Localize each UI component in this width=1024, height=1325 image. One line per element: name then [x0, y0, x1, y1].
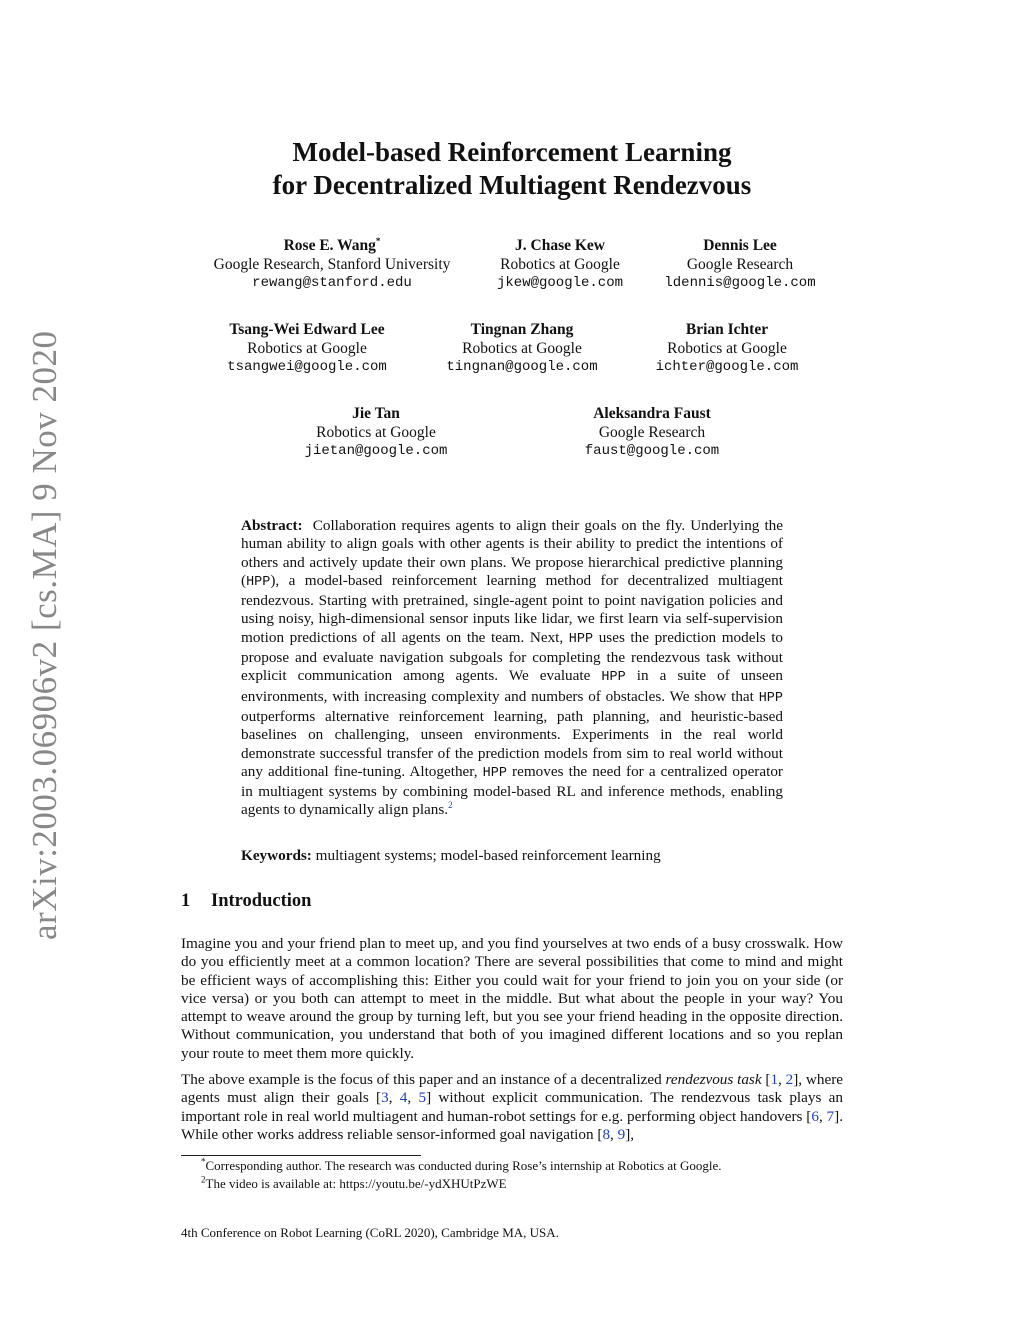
abstract-label: Abstract: — [241, 517, 303, 534]
footnote-divider — [181, 1155, 421, 1156]
paper-title — [180, 136, 844, 202]
hpp-acronym: HPP — [568, 631, 594, 647]
author-email[interactable]: ichter@google.com — [655, 359, 799, 375]
author-name: Tsang-Wei Edward Lee — [229, 321, 385, 338]
author-name: J. Chase Kew — [515, 237, 605, 254]
author-affiliation: Google Research — [598, 423, 706, 441]
author-block — [474, 237, 646, 293]
paragraph-text: ] without explicit communication. The rendezvous task plays an important role in real world multiagent and human-robot settings for e.g. performing object handovers [ — [181, 1089, 844, 1125]
footnote-text: Corresponding author. The research was conducted during Rose’s internship at Robotics at Google. — [205, 1158, 722, 1173]
section-title: Introduction — [211, 891, 312, 911]
author-block — [296, 405, 456, 461]
citation-link[interactable]: 7 — [826, 1107, 835, 1125]
section-heading — [181, 891, 311, 912]
citation-link[interactable]: 2 — [785, 1071, 794, 1088]
paragraph-text: ]. While other works address reliable sensor-informed goal navigation [ — [181, 1107, 843, 1143]
citation-link[interactable]: 5 — [418, 1089, 427, 1107]
author-block — [566, 405, 738, 461]
author-email[interactable]: ldennis@google.com — [664, 275, 816, 291]
author-block — [431, 321, 613, 377]
section-number: 1 — [181, 891, 191, 911]
author-affiliation: Google Research — [686, 255, 794, 273]
citation-link[interactable]: 8 — [602, 1125, 611, 1143]
author-block — [650, 237, 830, 293]
citation-link[interactable]: 4 — [399, 1089, 408, 1107]
paragraph-text: The above example is the focus of this paper and an instance of a decentralized — [181, 1071, 666, 1088]
author-name: Aleksandra Faust — [593, 405, 711, 422]
hpp-acronym: HPP — [482, 765, 507, 781]
abstract-text: ), a model-based reinforcement learning method for decentralized multiagent rendezvous. Starting with pretrained, single-agent point to point navigation policies and using noisy, high-dimensional sensor inputs like lidar, we first learn via self-supervision motion predictions of all agents on the team. Next, — [241, 571, 783, 646]
paragraph: The above example is the focus of this paper and an instance of a decentralized rendezvous task [1, 2], where agents must align their goals [3, 4, 5] without explicit communication. The rendezvous task plays an important role in real world multiagent and human-robot settings for e.g. performing object handovers [6, 7]. While other works address reliable sensor-informed goal navigation [8, 9], — [181, 1071, 844, 1143]
keywords-label: Keywords: — [241, 847, 312, 864]
footnote-mark: 2 — [201, 1174, 206, 1185]
author-name: Tingnan Zhang — [470, 321, 574, 338]
paragraph: Imagine you and your friend plan to meet up, and you find yourselves at two ends of a busy crosswalk. How do you efficiently meet at a common location? There are several possibilities that come to mind and might be efficient ways of accomplishing this: Either you could wait for your friend to join you on your side (or vice versa) or you both can attempt to meet in the middle. But what about the people in your way? You attempt to weave around the group by turning left, but you see your friend heading in the opposite direction. Without communication, you understand that both of you imagined different locations and so you replan your route to meet them more quickly. — [181, 935, 843, 1062]
emphasis: rendezvous task — [665, 1071, 762, 1088]
author-email[interactable]: tsangwei@google.com — [227, 359, 387, 375]
abstract-text: Collaboration requires agents to align their goals on the fly. Underlying the human ability to align goals with other agents is their ability to predict the intentions of others and actively update their own plans. We propose hierarchical predictive planning ( — [241, 517, 784, 589]
author-name: Rose E. Wang — [283, 237, 376, 254]
author-email[interactable]: jkew@google.com — [496, 275, 624, 291]
author-affiliation: Robotics at Google — [500, 255, 620, 273]
abstract-text: removes the need for a centralized operator in multiagent systems by combining model-based RL and inference methods, enabling agents to dynamically align plans. — [241, 762, 783, 819]
title-line-1: Model-based Reinforcement Learning — [292, 137, 732, 167]
abstract-text: uses the prediction models to propose and evaluate navigation subgoals for completing the rendezvous task without explicit communication among agents. We evaluate — [241, 628, 784, 685]
keywords — [241, 847, 783, 865]
paragraph-text: ], where agents must align their goals [ — [181, 1071, 843, 1107]
keywords-text: multiagent systems; model-based reinforcement learning — [315, 847, 661, 864]
abstract-text: in a suite of unseen environments, with increasing complexity and numbers of obstacles. We show that — [241, 667, 783, 705]
arxiv-identifier: arXiv:2003.06906v2 [cs.MA] 9 Nov 2020 — [25, 330, 64, 940]
author-affiliation: Robotics at Google — [247, 339, 367, 357]
author-email[interactable]: jietan@google.com — [304, 443, 448, 459]
hpp-acronym: HPP — [246, 574, 271, 590]
author-block — [211, 321, 403, 377]
author-affiliation: Robotics at Google — [462, 339, 582, 357]
author-email[interactable]: tingnan@google.com — [446, 359, 598, 375]
author-affiliation: Robotics at Google — [316, 423, 436, 441]
citation-link[interactable]: 9 — [617, 1125, 626, 1143]
author-block — [196, 237, 468, 293]
author-affiliation: Robotics at Google — [667, 339, 787, 357]
author-block — [641, 321, 813, 377]
footnote — [181, 1176, 507, 1192]
citation-link[interactable]: 1 — [770, 1071, 779, 1088]
paragraph-text: ], — [625, 1125, 635, 1143]
hpp-acronym: HPP — [758, 690, 783, 706]
author-email[interactable]: faust@google.com — [584, 443, 720, 459]
author-name: Jie Tan — [352, 405, 400, 422]
citation-link[interactable]: 3 — [381, 1089, 389, 1107]
author-name: Brian Ichter — [685, 321, 769, 338]
footnote — [181, 1158, 722, 1174]
footnote-link[interactable]: 2 — [448, 800, 453, 811]
hpp-acronym: HPP — [601, 670, 626, 686]
abstract-text: outperforms alternative reinforcement learning, path planning, and heuristic-based baselines on challenging, unseen environments. Experiments in the real world demonstrate successful transfer of the prediction models from sim to real world without any additional fine-tuning. Altogether, — [241, 707, 783, 780]
abstract — [241, 517, 783, 820]
title-line-2: for Decentralized Multiagent Rendezvous — [272, 170, 752, 200]
citation-link[interactable]: 6 — [811, 1107, 819, 1125]
author-email[interactable]: rewang@stanford.edu — [252, 275, 412, 291]
author-affiliation: Google Research, Stanford University — [213, 255, 451, 273]
footnote-text[interactable]: The video is available at: https://youtu.be/-ydXHUtPzWE — [205, 1176, 507, 1191]
author-mark: * — [375, 235, 381, 246]
paragraph-text: [ — [761, 1071, 771, 1088]
conference-footer: 4th Conference on Robot Learning (CoRL 2020), Cambridge MA, USA. — [181, 1225, 559, 1240]
footnote-mark: * — [201, 1156, 206, 1167]
author-name: Dennis Lee — [703, 237, 777, 254]
